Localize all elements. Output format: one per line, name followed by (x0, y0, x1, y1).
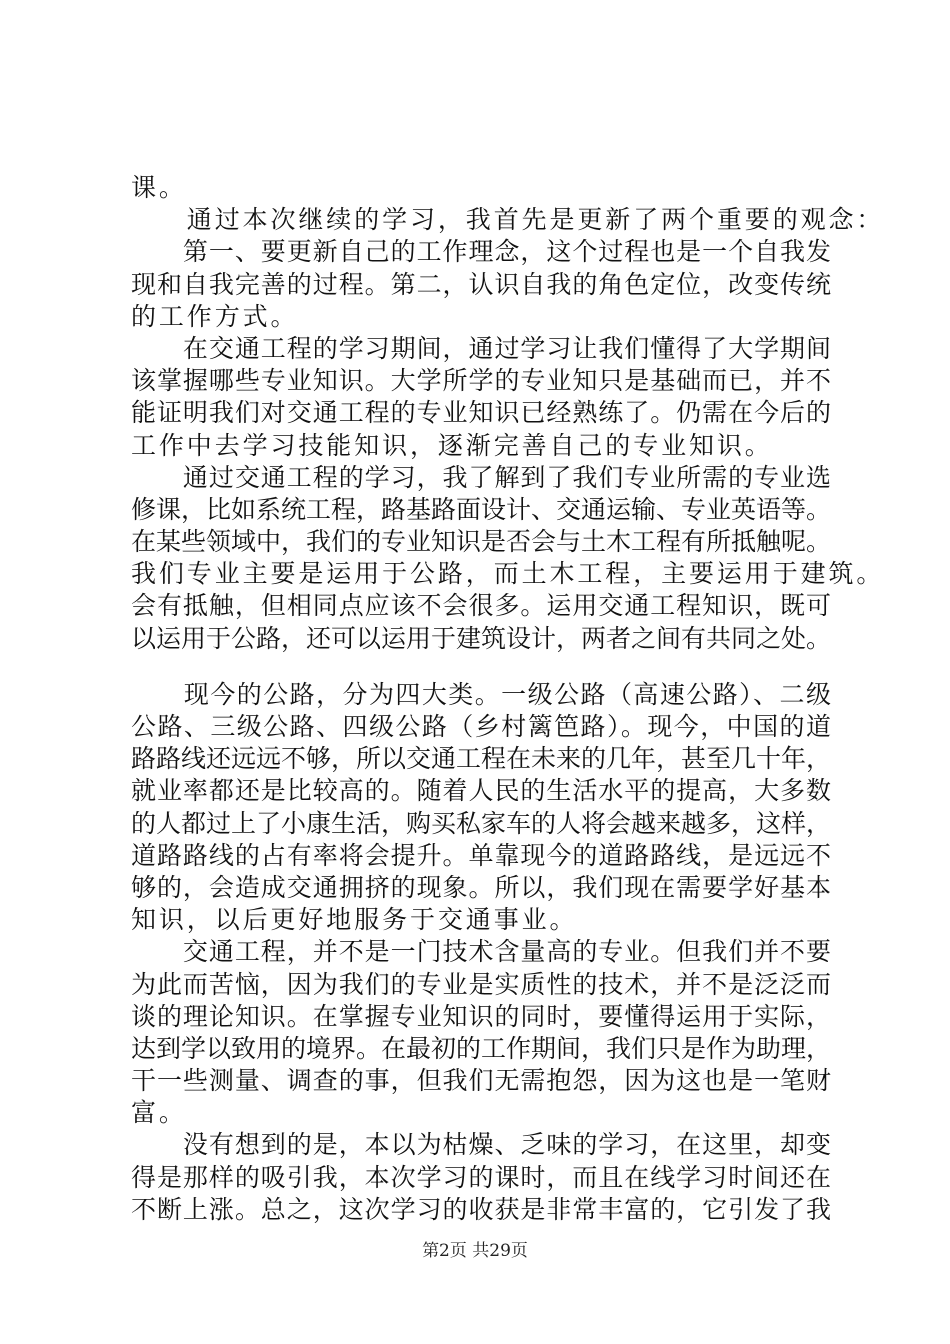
text-line: 的人都过上了小康生活，购买私家车的人将会越来越多，这样， (131, 808, 832, 838)
text-line: 够的，会造成交通拥挤的现象。所以，我们现在需要学好基本 (131, 872, 831, 902)
text-line: 工作中去学习技能知识，逐渐完善自己的专业知识。 (131, 430, 773, 460)
text-line: 能证明我们对交通工程的专业知识已经熟练了。仍需在今后的 (131, 398, 831, 428)
text-line: 路路线还远远不够，所以交通工程在未来的几年，甚至几十年， (131, 744, 832, 774)
document-body (131, 172, 885, 1226)
text-line: 课。 (131, 173, 187, 202)
page-footer: 第2页 共29页 (422, 1241, 528, 1261)
text-line: 谈的理论知识。在掌握专业知识的同时，要懂得运用于实际， (131, 1001, 831, 1031)
text-line: 道路路线的占有率将会提升。单靠现今的道路路线，是远远不 (131, 840, 831, 870)
text-line: 现和自我完善的过程。第二，认识自我的角色定位，改变传统 (131, 269, 831, 299)
text-line: 的工作方式。 (131, 301, 299, 331)
text-line: 该掌握哪些专业知识。大学所学的专业知只是基础而已，并不 (131, 366, 831, 396)
text-line: 交通工程，并不是一门技术含量高的专业。但我们并不要 (131, 937, 831, 967)
text-line: 知识，以后更好地服务于交通事业。 (131, 905, 578, 935)
text-line: 不断上涨。总之，这次学习的收获是非常丰富的，它引发了我 (131, 1194, 831, 1224)
text-line: 公路、三级公路、四级公路（乡村篱笆路）。现今，中国的道 (131, 712, 831, 741)
text-line: 在交通工程的学习期间，通过学习让我们懂得了大学期间 (131, 333, 831, 363)
text-line: 以运用于公路，还可以运用于建筑设计，两者之间有共同之处。 (131, 623, 832, 653)
text-line: 干一些测量、调查的事，但我们无需抱怨，因为这也是一笔财 (131, 1066, 831, 1096)
text-line: 富。 (131, 1098, 187, 1128)
paragraph-gap (131, 655, 831, 679)
text-line: 我们专业主要是运用于公路，而土木工程，主要运用于建筑。 (131, 559, 885, 589)
text-line: 现今的公路，分为四大类。一级公路（高速公路）、二级 (131, 679, 831, 709)
text-line: 会有抵触，但相同点应该不会很多。运用交通工程知识，既可 (131, 591, 831, 621)
text-line: 就业率都还是比较高的。随着人民的生活水平的提高，大多数 (131, 776, 831, 806)
text-line: 没有想到的是，本以为枯燥、乏味的学习，在这里，却变 (131, 1130, 831, 1160)
text-line: 得是那样的吸引我，本次学习的课时，而且在线学习时间还在 (131, 1162, 831, 1192)
text-line: 修课，比如系统工程，路基路面设计、交通运输、专业英语等。 (131, 494, 832, 524)
text-line: 通过本次继续的学习，我首先是更新了两个重要的观念： (131, 205, 885, 235)
text-line: 在某些领域中，我们的专业知识是否会与土木工程有所抵触呢。 (131, 527, 832, 557)
text-line: 第一、要更新自己的工作理念，这个过程也是一个自我发 (131, 237, 831, 267)
text-line: 为此而苦恼，因为我们的专业是实质性的技术，并不是泛泛而 (131, 969, 831, 999)
text-line: 达到学以致用的境界。在最初的工作期间，我们只是作为助理， (131, 1033, 832, 1063)
text-line: 通过交通工程的学习，我了解到了我们专业所需的专业选 (131, 462, 831, 492)
